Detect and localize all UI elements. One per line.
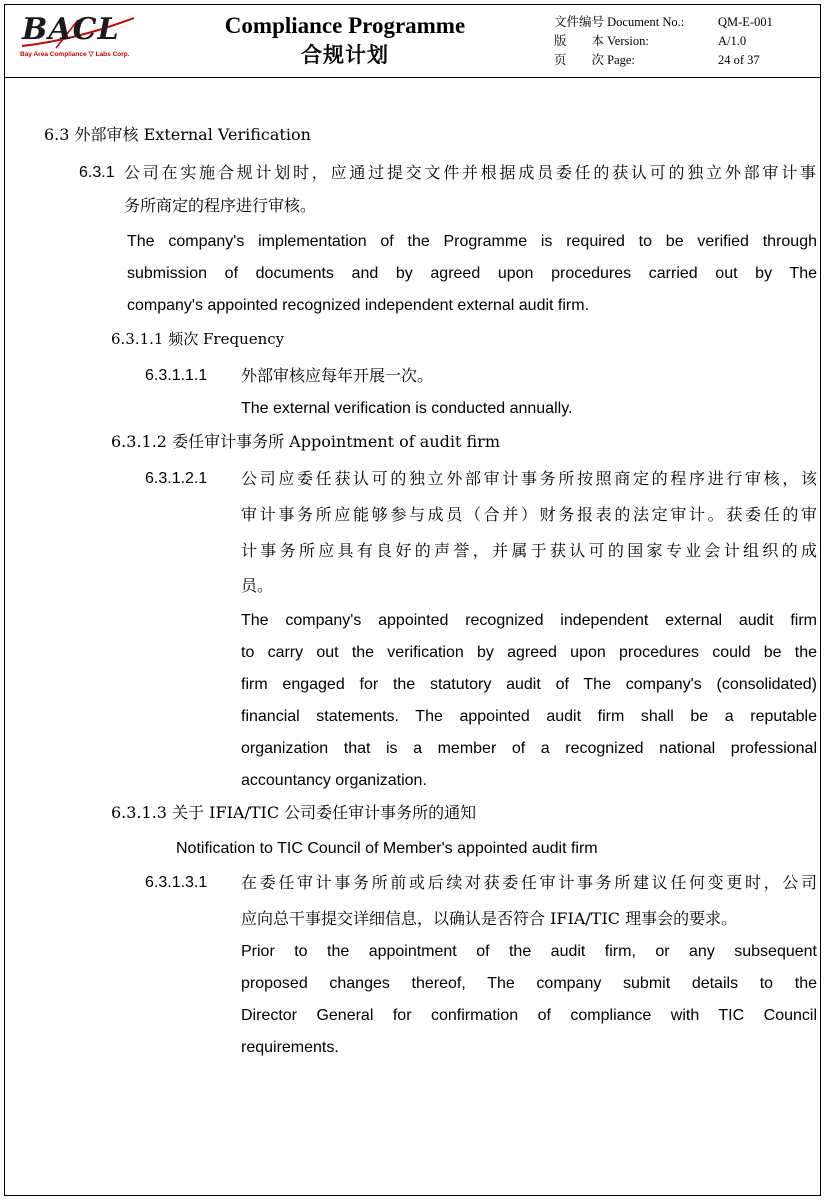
clause-text-en: organization that is a member of a recognized national professional [241,740,817,757]
page-value: 24 of 37 [718,53,760,67]
clause-text-cn: 在委任审计事务所前或后续对获委任审计事务所建议任何变更时，公司 [241,873,817,892]
clause-text-en: The company's appointed recognized independent external audit firm [241,612,817,629]
clause-text-cn: 公司应委任获认可的独立外部审计事务所按照商定的程序进行审核，该 [241,469,817,488]
subsection-heading: 6.3.1.3 关于 IFIA/TIC 公司委任审计事务所的通知 [111,803,477,822]
clause-text-en: company's appointed recognized independent external audit firm. [127,297,590,314]
section-heading: 6.3 外部审核 External Verification [44,125,311,144]
clause-text-en: accountancy organization. [241,772,427,789]
subsection-heading: 6.3.1.1 频次 Frequency [111,330,285,348]
clause-text-en: firm engaged for the statutory audit of The company's (consolidated) [241,676,817,693]
logo-sub-right: Labs Corp. [95,51,130,58]
version-row [554,31,773,50]
logo-text: BACL [22,12,120,47]
clause-text-cn: 务所商定的程序进行审核。 [124,196,317,215]
version-label: 版 本 Version: [554,34,649,48]
page-row [554,50,773,69]
clause-text-cn: 员。 [241,576,274,595]
clause-text-en: financial statements. The appointed audit firm shall be a reputable [241,708,817,725]
version-value: A/1.0 [718,34,747,48]
doc-no-label: 文件编号 Document No.: [554,15,685,29]
clause-text-cn: 公司在实施合规计划时，应通过提交文件并根据成员委任的获认可的独立外部审计事 [124,163,816,182]
clause-number: 6.3.1.3.1 [145,874,208,891]
title-chinese: 合规计划 [301,43,389,67]
document-header [4,4,821,78]
logo-sub-left: Bay Area Compliance [20,51,87,58]
clause-text-en: submission of documents and by agreed upon procedures carried out by The [127,265,817,282]
document-meta [554,12,773,69]
title-english: Compliance Programme [224,13,466,38]
doc-no-value: QM-E-001 [718,15,773,29]
clause-number: 6.3.1.2.1 [145,470,208,487]
clause-text-en: requirements. [241,1039,339,1056]
clause-text-en: Director General for confirmation of compliance with TIC Council [241,1007,817,1024]
clause-text-en: Prior to the appointment of the audit firm, or any subsequent [241,943,817,960]
clause-text-cn: 审计事务所应能够参与成员（合并）财务报表的法定审计。获委任的审 [241,505,817,524]
clause-text-en: to carry out the verification by agreed upon procedures could be the [241,644,817,661]
clause-text-cn: 应向总干事提交详细信息，以确认是否符合 IFIA/TIC 理事会的要求。 [241,909,738,928]
subsection-subheading: Notification to TIC Council of Member's appointed audit firm [176,840,598,857]
doc-no-row [554,12,773,31]
clause-text-en: The external verification is conducted annually. [241,400,573,417]
clause-text-en: The company's implementation of the Programme is required to be verified through [127,233,817,250]
clause-text-cn: 外部审核应每年开展一次。 [241,366,434,385]
clause-number: 6.3.1.1.1 [145,367,208,384]
logo-subtitle: Bay Area Compliance ▽ Labs Corp. [20,51,130,58]
clause-text-en: proposed changes thereof, The company submit details to the [241,975,817,992]
document-title [200,12,490,70]
subsection-heading: 6.3.1.2 委任审计事务所 Appointment of audit firm [111,432,500,451]
page-label: 页 次 Page: [554,53,635,67]
clause-text-cn: 计事务所应具有良好的声誉，并属于获认可的国家专业会计组织的成 [241,541,817,560]
bacl-logo [16,10,146,62]
clause-number: 6.3.1 [79,164,115,181]
